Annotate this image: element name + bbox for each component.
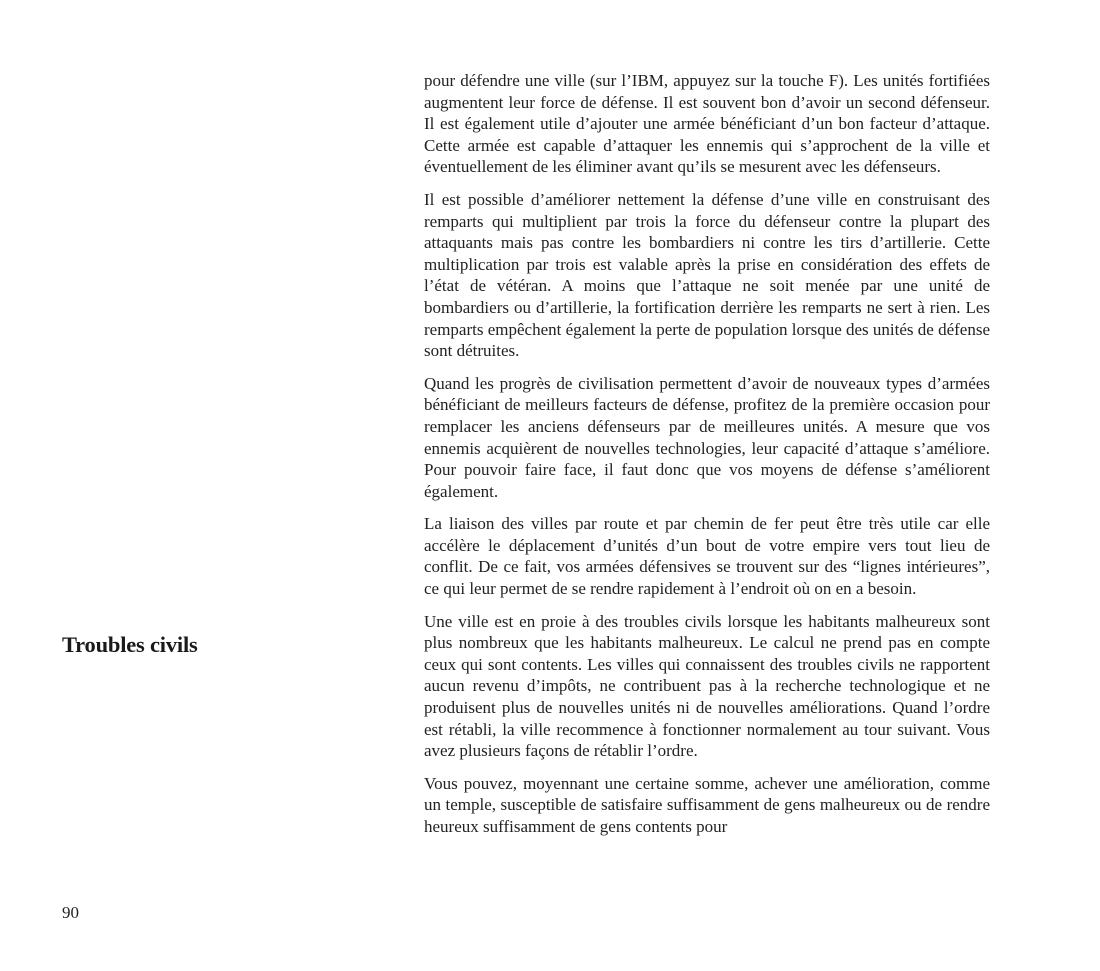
paragraph-upgrade-defenders: Quand les progrès de civilisation permettent d’avoir de nouveaux types d’armées bénéficiant de meilleurs facteurs de défense, profitez de la première occasion pour remplacer les anciens défenseurs par de meilleures unités. A mesure que vos ennemis acquièrent de nouvelles technologies, leur capacité d’attaque s’améliore. Pour pouvoir faire face, il faut donc que vos moyens de défense s’améliorent également. (424, 373, 990, 501)
paragraph-civil-disorder: Une ville est en proie à des troubles civils lorsque les habitants malheureux sont plus nombreux que les habitants malheureux. Le calcul ne prend pas en compte ceux qui sont contents. Les villes qui connaissent des troubles civils ne rapportent aucun revenu d’impôts, ne contribuent pas à la recherche technologique et ne produisent plus de nouvelles unités ni de nouvelles améliorations. Quand l’ordre est rétabli, la ville recommence à fonctionner normalement au tour suivant. Vous avez plusieurs façons de rétablir l’ordre. (424, 611, 990, 761)
body-text-column (424, 70, 990, 849)
paragraph-roads-railroads: La liaison des villes par route et par chemin de fer peut être très utile car elle accélère le déplacement d’unités d’un bout de votre empire vers tout lieu de conflit. De ce fait, vos armées défensives se trouvent sur des “lignes intérieures”, ce qui leur permet de se rendre rapidement à l’endroit où on en a besoin. (424, 514, 990, 599)
paragraph-city-defense: pour défendre une ville (sur l’IBM, appuyez sur la touche F). Les unités fortifiées augmentent leur force de défense. Il est souvent bon d’avoir un second défenseur. Il est également utile d’ajouter une armée bénéficiant d’un bon facteur d’attaque. Cette armée est capable d’attaquer les ennemis qui s’approchent de la ville et éventuellement de les éliminer avant qu’ils se mesurent avec les défenseurs. (424, 71, 990, 177)
page-number: 90 (62, 903, 79, 922)
paragraph-restore-order: Vous pouvez, moyennant une certaine somme, achever une amélioration, comme un temple, susceptible de satisfaire suffisamment de gens malheureux ou de rendre heureux suffisamment de gens contents pour (424, 773, 990, 836)
paragraph-city-walls: Il est possible d’améliorer nettement la défense d’une ville en construisant des remparts qui multiplient par trois la force du défenseur contre la plupart des attaquants mais pas contre les bombardiers ni contre les tirs d’artillerie. Cette multiplication par trois est valable après la prise en considération des effets de l’état de vétéran. A moins que l’attaque ne soit menée par une unité de bombardiers ou d’artillerie, la fortification derrière les remparts ne sert à rien. Les remparts empêchent également la perte de population lorsque des unités de défense sont détruites. (424, 189, 990, 361)
section-heading: Troubles civils (62, 632, 198, 657)
